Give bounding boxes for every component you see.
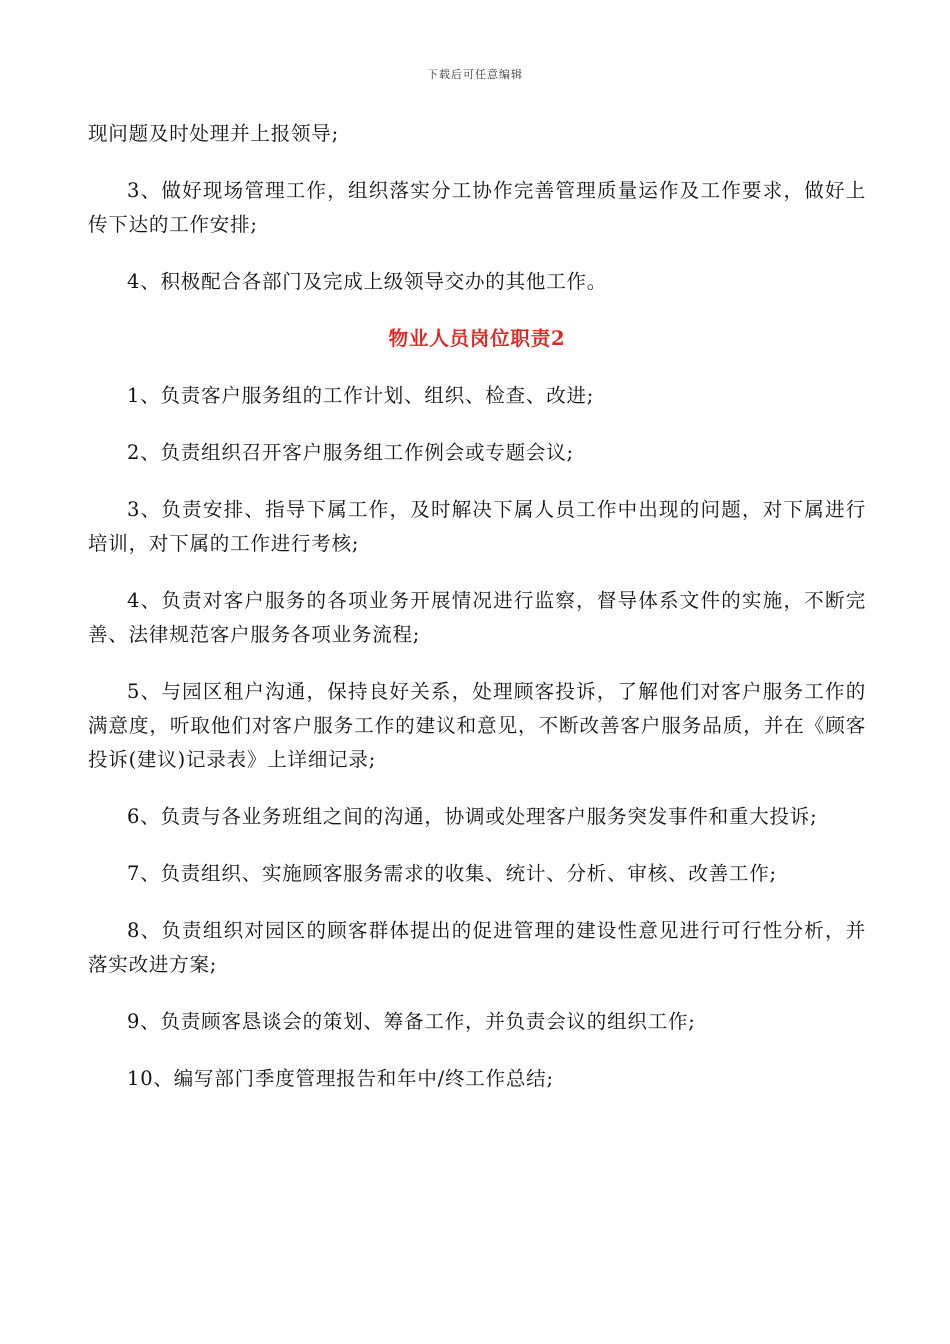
list-item: 6、负责与各业务班组之间的沟通，协调或处理客户服务突发事件和重大投诉; (127, 805, 818, 828)
list-item: 1、负责客户服务组的工作计划、组织、检查、改进; (127, 384, 595, 407)
paragraph-item-4: 4、积极配合各部门及完成上级领导交办的其他工作。 (127, 270, 608, 293)
list-item: 7、负责组织、实施顾客服务需求的收集、统计、分析、审核、改善工作; (127, 862, 777, 885)
section-title: 物业人员岗位职责2 (388, 327, 566, 350)
list-item: 2、负责组织召开客户服务组工作例会或专题会议; (127, 441, 574, 464)
header-note: 下载后可任意编辑 (427, 68, 523, 81)
document-body (88, 117, 866, 1119)
list-item: 8、负责组织对园区的顾客群体提出的促进管理的建设性意见进行可行性分析，并落实改进方案; (88, 919, 866, 976)
list-item: 3、负责安排、指导下属工作，及时解决下属人员工作中出现的问题，对下属进行培训，对下属的工作进行考核; (88, 498, 866, 555)
list-item: 5、与园区租户沟通，保持良好关系，处理顾客投诉，了解他们对客户服务工作的满意度，听取他们对客户服务工作的建议和意见，不断改善客户服务品质，并在《顾客投诉(建议)记录表》上详细记录; (88, 680, 866, 771)
list-item: 4、负责对客户服务的各项业务开展情况进行监察，督导体系文件的实施，不断完善、法律规范客户服务各项业务流程; (88, 589, 866, 646)
list-item: 10、编写部门季度管理报告和年中/终工作总结; (127, 1067, 554, 1090)
paragraph-item-3: 3、做好现场管理工作，组织落实分工协作完善管理质量运作及工作要求，做好上传下达的工作安排; (88, 179, 866, 236)
list-item: 9、负责顾客恳谈会的策划、筹备工作，并负责会议的组织工作; (127, 1010, 696, 1033)
paragraph-continuation: 现问题及时处理并上报领导; (88, 122, 339, 145)
